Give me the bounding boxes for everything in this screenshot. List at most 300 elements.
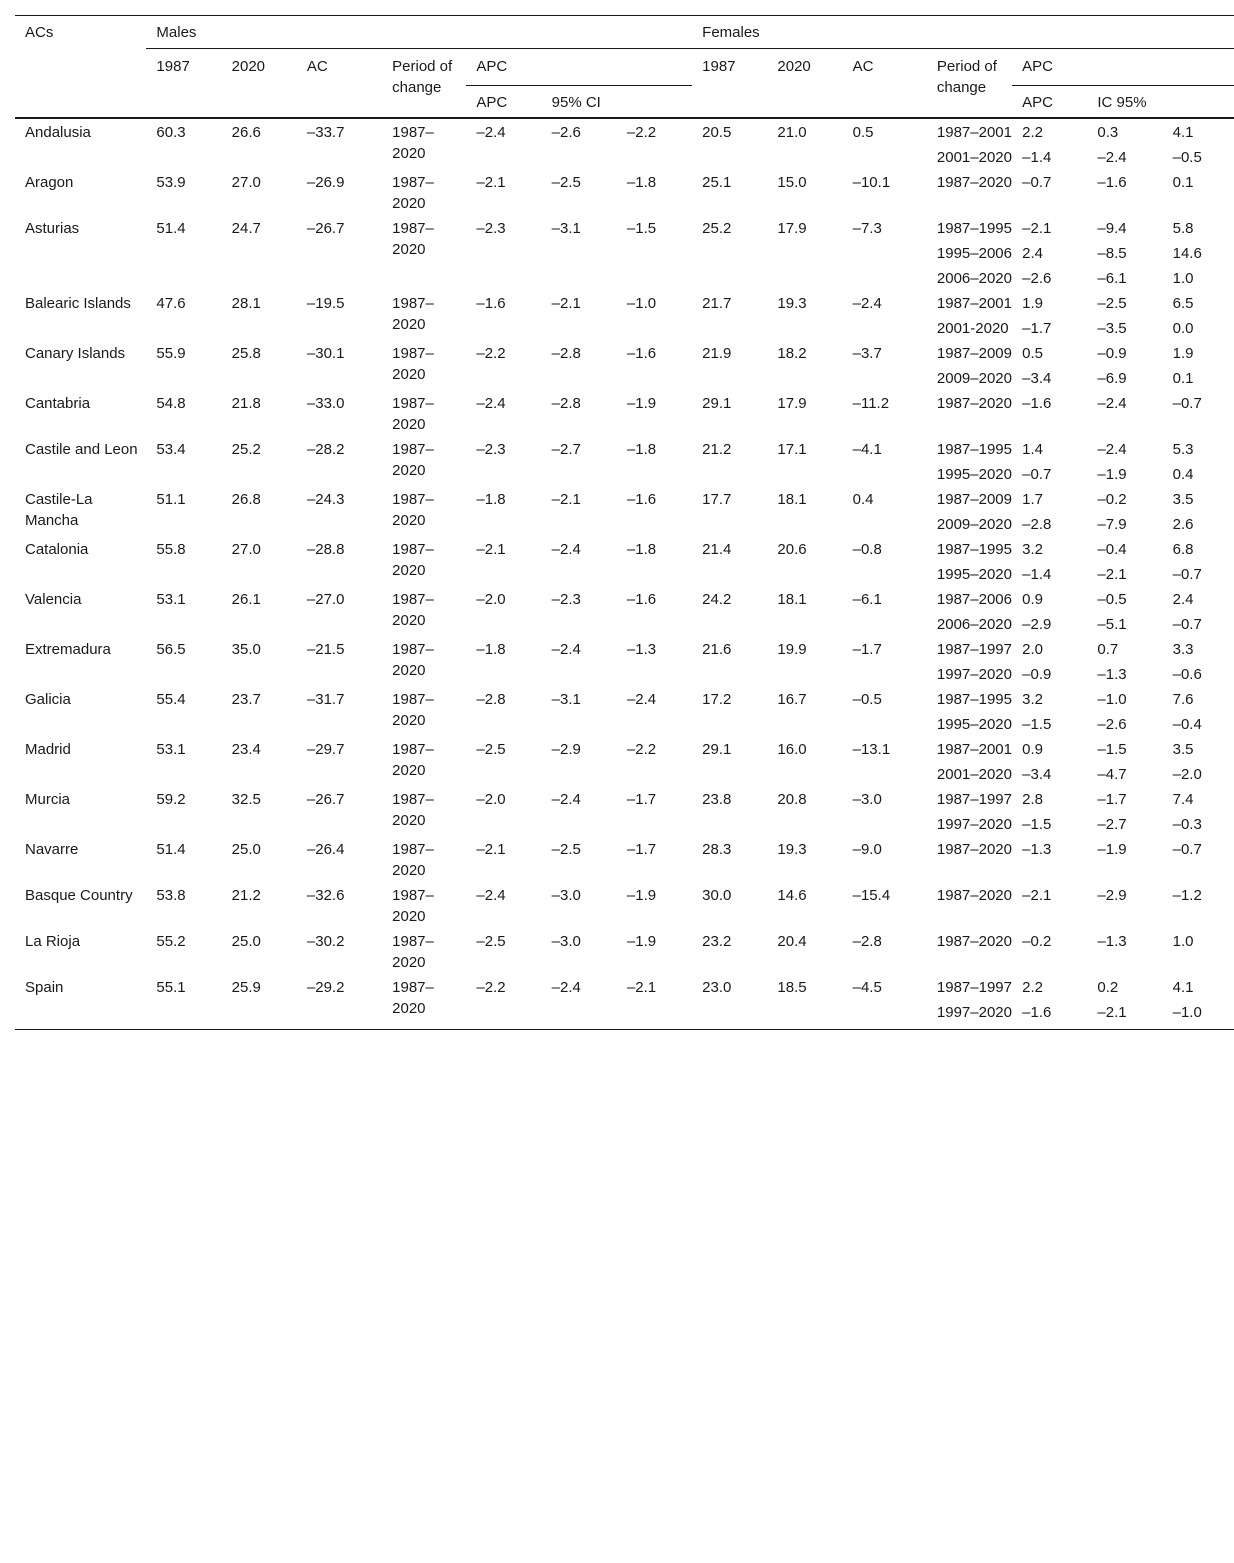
cell-f1987: 21.4: [702, 541, 732, 558]
table-row: [15, 928, 1234, 974]
cell-f-hi: –0.7: [1172, 566, 1202, 583]
cell-fac: –7.3: [852, 220, 882, 237]
header-f-ci: IC 95%: [1097, 94, 1147, 111]
cell-m1987: 60.3: [146, 118, 221, 169]
cell-f-period: 1987–2020: [936, 395, 1012, 412]
cell-mhi: –1.6: [626, 491, 657, 508]
cell-f-lo: –2.6: [1097, 716, 1127, 733]
cell-region: Andalusia: [15, 118, 146, 169]
cell-f1987: 29.1: [702, 741, 732, 758]
cell-mperiod: 1987–2020: [392, 741, 434, 779]
cell-mlo: –2.7: [551, 441, 581, 458]
cell-f-lo: –2.4: [1097, 149, 1127, 166]
cell-mhi: –1.7: [626, 841, 657, 858]
cell-m2020: 25.8: [231, 345, 261, 362]
cell-f-hi: 4.1: [1163, 118, 1234, 144]
cell-region: Castile-La Mancha: [25, 491, 93, 529]
cell-f-hi: 2.4: [1172, 591, 1194, 608]
cell-fac: –6.1: [852, 591, 882, 608]
cell-mhi: –1.9: [626, 887, 657, 904]
cell-fac: –4.1: [852, 441, 882, 458]
cell-f-period: 1987–2001: [927, 118, 1012, 144]
cell-mlo: –3.0: [551, 933, 581, 950]
cell-f1987: 17.7: [702, 491, 732, 508]
cell-m1987: 53.4: [156, 441, 186, 458]
cell-f2020: 18.1: [777, 591, 807, 608]
cell-m2020: 25.0: [231, 841, 261, 858]
header-f-apc-group: APC: [1012, 49, 1234, 86]
header-m-ci: 95% CI: [551, 94, 601, 111]
cell-mlo: –2.3: [551, 591, 581, 608]
cell-mlo: –2.4: [551, 541, 581, 558]
cell-region: Madrid: [25, 741, 71, 758]
cell-mapc: –2.4: [466, 118, 541, 169]
cell-region: Balearic Islands: [25, 295, 131, 312]
cell-mac: –31.7: [306, 691, 345, 708]
cell-m2020: 25.0: [231, 933, 261, 950]
table-body: [15, 118, 1234, 1030]
cell-f-period: 2009–2020: [936, 370, 1012, 387]
cell-f2020: 16.7: [777, 691, 807, 708]
cell-mapc: –2.1: [476, 541, 506, 558]
cell-mac: –29.7: [306, 741, 345, 758]
cell-f-hi: –1.0: [1163, 999, 1234, 1030]
cell-f-period: 2001-2020: [936, 320, 1009, 337]
cell-m1987: 55.8: [156, 541, 186, 558]
cell-f-lo: –2.4: [1097, 441, 1127, 458]
cell-f-period: 1987–1997: [936, 791, 1012, 808]
cell-f-lo: –0.4: [1097, 541, 1127, 558]
cell-f2020: 19.9: [777, 641, 807, 658]
cell-f-lo: –0.5: [1097, 591, 1127, 608]
cell-mperiod: 1987–2020: [392, 491, 434, 529]
cell-mperiod: 1987–2020: [392, 174, 434, 212]
table-row: [15, 215, 1234, 240]
cell-f1987: 21.7: [702, 295, 732, 312]
cell-mapc: –1.6: [476, 295, 506, 312]
header-f-1987: 1987: [702, 58, 736, 75]
cell-f-hi: 3.3: [1172, 641, 1194, 658]
cell-f-period: 1987–2020: [936, 841, 1012, 858]
cell-f-hi: –0.6: [1172, 666, 1202, 683]
cell-mhi: –1.5: [626, 220, 657, 237]
cell-f2020: 17.9: [777, 220, 807, 237]
cell-f-period: 1987–2001: [936, 741, 1012, 758]
cell-fac: 0.4: [852, 491, 874, 508]
cell-fac: –3.7: [852, 345, 882, 362]
cell-f-hi: 1.9: [1172, 345, 1194, 362]
cell-f-hi: 0.4: [1172, 466, 1194, 483]
cell-f-apc: 3.2: [1022, 541, 1044, 558]
cell-f-period: 1997–2020: [936, 666, 1012, 683]
cell-f-period: 1997–2020: [927, 999, 1012, 1030]
cell-mperiod: 1987–2020: [382, 974, 466, 1030]
cell-f-apc: –0.7: [1022, 174, 1052, 191]
cell-f-lo: –8.5: [1097, 245, 1127, 262]
cell-f1987: 28.3: [702, 841, 732, 858]
cell-f-hi: 7.6: [1172, 691, 1194, 708]
cell-f-lo: –7.9: [1097, 516, 1127, 533]
cell-mapc: –2.1: [476, 841, 506, 858]
cell-mperiod: 1987–2020: [392, 295, 434, 333]
cell-mperiod: 1987–2020: [392, 933, 434, 971]
cell-mapc: –2.0: [476, 791, 506, 808]
cell-m1987: 55.2: [156, 933, 186, 950]
cell-f1987: 20.5: [692, 118, 767, 169]
cell-f-hi: 1.0: [1172, 933, 1194, 950]
cell-f-period: 2006–2020: [936, 616, 1012, 633]
cell-f-hi: 5.3: [1172, 441, 1194, 458]
cell-f-period: 2001–2020: [936, 766, 1012, 783]
cell-mhi: –2.2: [617, 118, 692, 169]
table-row: [15, 169, 1234, 215]
cell-mapc: –2.2: [466, 974, 541, 1030]
cell-f2020: 21.0: [767, 118, 842, 169]
cell-fac: –0.8: [852, 541, 882, 558]
cell-region: Spain: [15, 974, 146, 1030]
cell-f-apc: –0.9: [1022, 666, 1052, 683]
cell-fac: –9.0: [852, 841, 882, 858]
cell-mlo: –2.5: [551, 841, 581, 858]
cell-f-period: 1987–2009: [936, 345, 1012, 362]
cell-mperiod: 1987–2020: [392, 591, 434, 629]
cell-mperiod: 1987–2020: [392, 345, 434, 383]
cell-f1987: 23.8: [702, 791, 732, 808]
cell-mhi: –1.6: [626, 591, 657, 608]
cell-f-period: 1995–2006: [936, 245, 1012, 262]
cell-mac: –19.5: [306, 295, 345, 312]
cell-f-lo: 0.3: [1087, 118, 1162, 144]
cell-mhi: –1.3: [626, 641, 657, 658]
cell-m2020: 24.7: [231, 220, 261, 237]
header-females: Females: [692, 16, 1234, 49]
cell-f2020: 20.8: [777, 791, 807, 808]
cell-mlo: –3.1: [551, 691, 581, 708]
cell-f-apc: –3.4: [1022, 766, 1052, 783]
table-row: [15, 882, 1234, 928]
cell-mapc: –2.5: [476, 741, 506, 758]
apc-table: [15, 15, 1234, 1030]
cell-m1987: 53.8: [156, 887, 186, 904]
cell-mperiod: 1987–2020: [392, 220, 434, 258]
header-m-ac: AC: [306, 58, 328, 75]
cell-mhi: –1.9: [626, 933, 657, 950]
cell-mlo: –2.4: [542, 974, 617, 1030]
cell-f-lo: –2.1: [1097, 566, 1127, 583]
cell-f-hi: 2.6: [1172, 516, 1194, 533]
header-m-1987: 1987: [156, 58, 190, 75]
cell-f-period: 1987–1995: [936, 220, 1012, 237]
cell-mlo: –2.6: [542, 118, 617, 169]
cell-mac: –30.2: [306, 933, 345, 950]
table-row: [15, 974, 1234, 999]
cell-region: Canary Islands: [25, 345, 126, 362]
cell-region: Catalonia: [25, 541, 89, 558]
cell-m2020: 23.7: [231, 691, 261, 708]
cell-mac: –29.2: [297, 974, 382, 1030]
cell-f-period: 1995–2020: [936, 466, 1012, 483]
cell-mlo: –2.4: [551, 791, 581, 808]
cell-f1987: 17.2: [702, 691, 732, 708]
cell-mapc: –1.8: [476, 491, 506, 508]
cell-mhi: –1.8: [626, 441, 657, 458]
cell-m1987: 55.9: [156, 345, 186, 362]
cell-m1987: 47.6: [156, 295, 186, 312]
cell-f-hi: –0.7: [1172, 841, 1202, 858]
cell-f-hi: 0.0: [1172, 320, 1194, 337]
cell-region: Extremadura: [25, 641, 111, 658]
table-row: [15, 536, 1234, 561]
table-row: [15, 736, 1234, 761]
cell-f2020: 20.4: [777, 933, 807, 950]
cell-mac: –26.9: [306, 174, 345, 191]
cell-mac: –33.0: [306, 395, 345, 412]
cell-mac: –24.3: [306, 491, 345, 508]
cell-f-hi: –0.5: [1172, 149, 1202, 166]
cell-mlo: –2.9: [551, 741, 581, 758]
header-males: Males: [146, 16, 692, 49]
cell-f-apc: –1.6: [1012, 999, 1087, 1030]
cell-mac: –21.5: [306, 641, 345, 658]
cell-region: Navarre: [25, 841, 79, 858]
cell-mapc: –2.5: [476, 933, 506, 950]
table-row: [15, 290, 1234, 315]
cell-mac: –28.8: [306, 541, 345, 558]
table-row: [15, 436, 1234, 461]
cell-f-apc: –1.6: [1022, 395, 1052, 412]
cell-mac: –26.4: [306, 841, 345, 858]
cell-mhi: –1.8: [626, 174, 657, 191]
cell-f-period: 2001–2020: [936, 149, 1012, 166]
cell-mapc: –2.2: [476, 345, 506, 362]
cell-fac: –15.4: [852, 887, 891, 904]
cell-f1987: 25.1: [702, 174, 732, 191]
cell-f1987: 29.1: [702, 395, 732, 412]
cell-region: Murcia: [25, 791, 71, 808]
cell-f-apc: –0.7: [1022, 466, 1052, 483]
cell-f2020: 16.0: [777, 741, 807, 758]
cell-f-lo: –3.5: [1097, 320, 1127, 337]
cell-f-hi: 5.8: [1172, 220, 1194, 237]
cell-f-hi: 0.1: [1172, 370, 1194, 387]
cell-f-apc: –2.6: [1022, 270, 1052, 287]
cell-f-period: 1987–1997: [936, 979, 1012, 996]
cell-fac: –2.4: [852, 295, 882, 312]
cell-f-apc: 2.2: [1012, 118, 1087, 144]
cell-region: Asturias: [25, 220, 80, 237]
header-m-2020: 2020: [231, 58, 266, 75]
cell-region: Valencia: [25, 591, 82, 608]
cell-m2020: 21.8: [231, 395, 261, 412]
cell-f1987: 30.0: [702, 887, 732, 904]
cell-f-lo: –1.0: [1097, 691, 1127, 708]
cell-f-apc: 2.8: [1022, 791, 1044, 808]
cell-m1987: 51.1: [156, 491, 186, 508]
cell-fac: –0.5: [852, 691, 882, 708]
cell-mperiod: 1987–2020: [392, 541, 434, 579]
cell-f-apc: 2.4: [1022, 245, 1044, 262]
cell-f-hi: 3.5: [1172, 741, 1194, 758]
cell-mlo: –2.8: [551, 395, 581, 412]
cell-f-apc: 2.0: [1022, 641, 1044, 658]
cell-mhi: –1.7: [626, 791, 657, 808]
cell-f2020: 19.3: [777, 841, 807, 858]
cell-m2020: 28.1: [231, 295, 261, 312]
cell-m1987: 55.1: [146, 974, 221, 1030]
cell-f-apc: 1.9: [1022, 295, 1044, 312]
cell-m2020: 26.6: [222, 118, 297, 169]
cell-f2020: 18.5: [767, 974, 842, 1030]
cell-mapc: –2.4: [476, 395, 506, 412]
cell-mac: –27.0: [306, 591, 345, 608]
header-f-period: Period of change: [936, 58, 997, 96]
cell-f-hi: –1.2: [1172, 887, 1202, 904]
cell-f-hi: –0.4: [1172, 716, 1202, 733]
header-f-ac: AC: [852, 58, 874, 75]
cell-mapc: –1.8: [476, 641, 506, 658]
cell-f-apc: –1.4: [1022, 566, 1052, 583]
cell-f-hi: 1.0: [1172, 270, 1194, 287]
cell-f-apc: –1.7: [1022, 320, 1052, 337]
cell-mperiod: 1987–2020: [392, 441, 434, 479]
cell-f-apc: –1.3: [1022, 841, 1052, 858]
cell-fac: –2.8: [852, 933, 882, 950]
cell-f-hi: 14.6: [1172, 245, 1202, 262]
cell-f-period: 1995–2020: [936, 566, 1012, 583]
cell-f1987: 21.2: [702, 441, 732, 458]
cell-m1987: 53.1: [156, 741, 186, 758]
cell-f-hi: 0.1: [1172, 174, 1194, 191]
cell-f-hi: 3.5: [1172, 491, 1194, 508]
cell-f1987: 21.6: [702, 641, 732, 658]
cell-mac: –33.7: [297, 118, 382, 169]
cell-mhi: –2.4: [626, 691, 657, 708]
cell-mperiod: 1987–2020: [382, 118, 466, 169]
header-m-apc: APC: [476, 94, 508, 111]
cell-f-period: 1995–2020: [936, 716, 1012, 733]
cell-f2020: 14.6: [777, 887, 807, 904]
cell-f2020: 19.3: [777, 295, 807, 312]
cell-m2020: 26.1: [231, 591, 261, 608]
cell-f-period: 1987–1995: [936, 441, 1012, 458]
cell-f-period: 1987–2020: [936, 887, 1012, 904]
cell-f-hi: 4.1: [1172, 979, 1194, 996]
table-row: [15, 686, 1234, 711]
table-row: [15, 340, 1234, 365]
cell-f-apc: –2.1: [1022, 220, 1052, 237]
table-row: [15, 118, 1234, 144]
cell-f-apc: –1.5: [1022, 816, 1052, 833]
cell-f-period: 2006–2020: [936, 270, 1012, 287]
table-row: [15, 390, 1234, 436]
cell-m2020: 25.2: [231, 441, 261, 458]
header-acs: ACs: [15, 16, 146, 119]
cell-m1987: 59.2: [156, 791, 186, 808]
cell-mhi: –2.1: [617, 974, 692, 1030]
cell-f-period: 1987–2001: [936, 295, 1012, 312]
cell-f-period: 2009–2020: [936, 516, 1012, 533]
cell-f2020: 18.1: [777, 491, 807, 508]
cell-f-lo: –1.6: [1097, 174, 1127, 191]
cell-f2020: 17.1: [777, 441, 807, 458]
cell-mperiod: 1987–2020: [392, 791, 434, 829]
cell-f-lo: –2.5: [1097, 295, 1127, 312]
cell-f-lo: –1.9: [1097, 466, 1127, 483]
cell-mperiod: 1987–2020: [392, 887, 434, 925]
cell-f1987: 25.2: [702, 220, 732, 237]
cell-f-lo: –6.1: [1097, 270, 1127, 287]
cell-f-apc: –3.4: [1022, 370, 1052, 387]
cell-mapc: –2.4: [476, 887, 506, 904]
cell-f-hi: –2.0: [1172, 766, 1202, 783]
cell-f-apc: 0.9: [1022, 591, 1044, 608]
cell-mac: –26.7: [306, 791, 345, 808]
table-row: [15, 836, 1234, 882]
cell-f-apc: –2.1: [1022, 887, 1052, 904]
cell-mhi: –1.0: [626, 295, 657, 312]
cell-f-apc: –1.4: [1022, 149, 1052, 166]
cell-mlo: –2.1: [551, 491, 581, 508]
cell-mhi: –1.9: [626, 395, 657, 412]
cell-f-hi: 6.5: [1172, 295, 1194, 312]
cell-mapc: –2.8: [476, 691, 506, 708]
table-row: [15, 486, 1234, 511]
cell-mperiod: 1987–2020: [392, 691, 434, 729]
cell-m1987: 51.4: [156, 841, 186, 858]
cell-fac: –13.1: [852, 741, 891, 758]
cell-mperiod: 1987–2020: [392, 641, 434, 679]
cell-region: Aragon: [25, 174, 74, 191]
cell-mac: –30.1: [306, 345, 345, 362]
cell-region: Castile and Leon: [25, 441, 138, 458]
cell-f1987: 23.2: [702, 933, 732, 950]
cell-region: Cantabria: [25, 395, 91, 412]
cell-region: La Rioja: [25, 933, 81, 950]
table-row: [15, 586, 1234, 611]
cell-m1987: 51.4: [156, 220, 186, 237]
cell-f-lo: –6.9: [1097, 370, 1127, 387]
cell-f-lo: –1.3: [1097, 666, 1127, 683]
cell-m2020: 27.0: [231, 174, 261, 191]
cell-m1987: 53.1: [156, 591, 186, 608]
cell-m1987: 53.9: [156, 174, 186, 191]
cell-f-hi: –0.7: [1172, 616, 1202, 633]
cell-mlo: –2.5: [551, 174, 581, 191]
cell-m2020: 23.4: [231, 741, 261, 758]
cell-mac: –26.7: [306, 220, 345, 237]
table-header: [15, 16, 1234, 119]
cell-f-lo: –2.7: [1097, 816, 1127, 833]
cell-f1987: 23.0: [692, 974, 767, 1030]
cell-mhi: –1.8: [626, 541, 657, 558]
cell-fac: 0.5: [843, 118, 927, 169]
cell-mlo: –3.0: [551, 887, 581, 904]
cell-f-lo: –1.3: [1097, 933, 1127, 950]
cell-f2020: 18.2: [777, 345, 807, 362]
cell-fac: –10.1: [852, 174, 891, 191]
cell-f-lo: –2.9: [1097, 887, 1127, 904]
cell-f-period: 1987–2020: [936, 933, 1012, 950]
cell-f-period: 1987–1997: [936, 641, 1012, 658]
cell-f-hi: 6.8: [1172, 541, 1194, 558]
cell-f-hi: –0.7: [1172, 395, 1202, 412]
cell-f-apc: –1.5: [1022, 716, 1052, 733]
cell-f-lo: –9.4: [1097, 220, 1127, 237]
cell-f-hi: –0.3: [1172, 816, 1202, 833]
cell-mac: –28.2: [306, 441, 345, 458]
table-row: [15, 786, 1234, 811]
cell-mhi: –2.2: [626, 741, 657, 758]
